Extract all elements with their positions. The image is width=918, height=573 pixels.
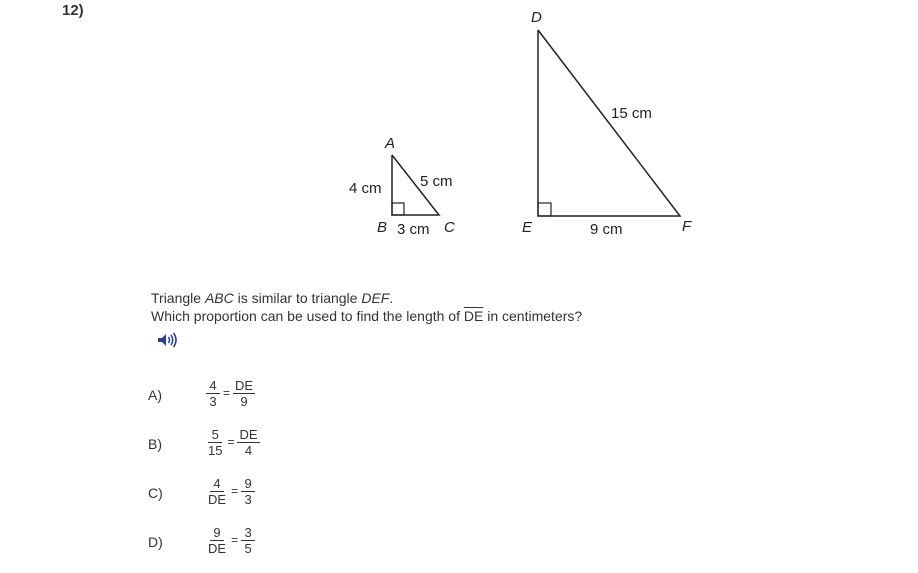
question-number: 12)	[62, 2, 84, 19]
side-ab-label: 4 cm	[349, 180, 382, 197]
vertex-a-label: A	[385, 135, 396, 152]
choice-expression	[206, 523, 255, 557]
triangle-def	[522, 9, 692, 238]
choice-expression	[206, 474, 255, 508]
equals-sign: =	[231, 533, 239, 547]
left-fraction	[206, 525, 228, 556]
fraction-denominator: DE	[208, 491, 227, 507]
fraction-denominator: DE	[208, 540, 227, 556]
left-fraction	[206, 476, 228, 507]
segment-de: $\overline{DE}$	[463, 308, 484, 324]
choice-letter: A)	[148, 387, 162, 403]
side-ac-label: 5 cm	[420, 173, 453, 190]
choice-expression	[206, 376, 255, 410]
fraction-numerator: 4	[206, 378, 220, 394]
right-angle-marker-b	[392, 203, 404, 215]
fraction-numerator: 9	[210, 525, 224, 541]
right-fraction	[241, 476, 255, 507]
fraction-numerator: 5	[208, 427, 222, 443]
right-fraction	[233, 378, 255, 409]
fraction-numerator: DE	[239, 426, 258, 442]
fraction-numerator: 4	[210, 476, 224, 492]
fraction-numerator: 3	[241, 525, 255, 541]
fraction-denominator: 3	[209, 393, 217, 409]
vertex-f-label: F	[682, 218, 692, 235]
triangle-def-name: DEF	[361, 290, 390, 306]
stem-text: is similar to triangle	[233, 290, 362, 306]
fraction-numerator: 9	[241, 476, 255, 492]
left-fraction	[206, 378, 220, 409]
choice-b[interactable]	[148, 425, 348, 463]
stem-text: Which proportion can be used to find the length of	[151, 308, 464, 324]
vertex-e-label: E	[522, 219, 533, 236]
choice-expression	[206, 425, 260, 459]
side-df-label: 15 cm	[611, 105, 652, 122]
fraction-denominator: 4	[244, 442, 253, 458]
fraction-denominator: 15	[208, 442, 223, 458]
fraction-denominator: 3	[244, 491, 252, 507]
right-angle-marker-e	[538, 203, 551, 216]
choice-letter: B)	[148, 436, 162, 452]
side-ef-label: 9 cm	[590, 221, 623, 238]
stem-line-1	[151, 289, 582, 307]
triangle-abc	[349, 135, 455, 238]
stem-text: in centimeters?	[483, 308, 583, 324]
fraction-numerator: DE	[235, 377, 254, 393]
equals-sign: =	[227, 435, 235, 449]
similar-triangles-figure	[0, 0, 918, 260]
triangle-def-shape	[538, 30, 680, 216]
right-fraction	[237, 427, 259, 458]
choice-c[interactable]	[148, 474, 348, 512]
equals-sign: =	[231, 484, 239, 498]
left-fraction	[206, 427, 224, 458]
fraction-denominator: 5	[244, 540, 252, 556]
side-bc-label: 3 cm	[397, 221, 430, 238]
stem-line-2	[151, 307, 582, 325]
vertex-c-label: C	[444, 219, 455, 236]
stem-text: Triangle	[151, 290, 205, 306]
question-stem	[151, 289, 582, 325]
choice-letter: C)	[148, 485, 163, 501]
equals-sign: =	[223, 386, 231, 400]
fraction-denominator: 9	[240, 393, 248, 409]
choice-d[interactable]	[148, 523, 348, 561]
speaker-icon[interactable]	[157, 332, 179, 348]
vertex-b-label: B	[377, 219, 388, 236]
choice-letter: D)	[148, 534, 163, 550]
triangle-abc-name: ABC	[204, 290, 234, 306]
choice-a[interactable]	[148, 376, 348, 414]
stem-text: .	[389, 290, 394, 306]
vertex-d-label: D	[531, 9, 542, 26]
right-fraction	[241, 525, 255, 556]
